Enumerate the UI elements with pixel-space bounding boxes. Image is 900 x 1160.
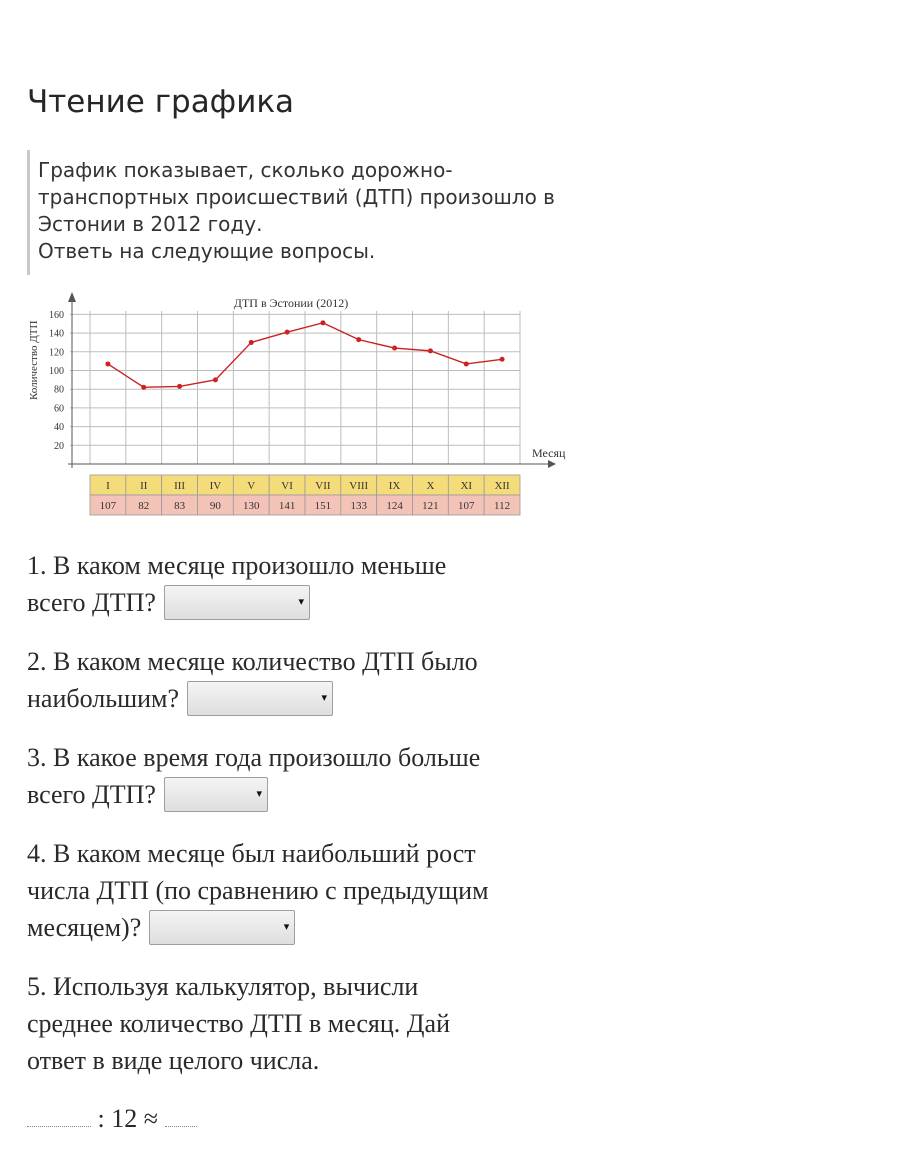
chevron-down-icon: ▾ [256,786,262,800]
y-tick-label: 80 [54,384,64,396]
month-table [90,475,520,515]
month-label: VI [281,480,293,492]
answer-select-1[interactable] [164,585,310,620]
data-point-VI [285,330,290,335]
page-title: Чтение графика [27,84,295,120]
month-label: I [106,480,110,492]
chevron-down-icon: ▾ [283,919,290,933]
month-label: IX [388,480,401,492]
data-point-X [428,348,433,353]
value-label: 141 [278,500,296,512]
month-label: IV [209,480,222,492]
data-point-XII [500,357,505,362]
data-point-I [105,361,110,366]
value-label: 121 [422,500,439,512]
question-text: В каком месяце количество ДТП было [53,647,478,676]
data-point-II [141,385,146,390]
month-label: X [426,480,435,492]
month-label: III [174,480,186,492]
chevron-down-icon: ▾ [298,594,304,608]
question-text: ответ в виде целого числа. [27,1046,320,1075]
month-label: II [140,480,148,492]
y-axis-label: Количество ДТП [28,320,40,400]
sum-input[interactable] [27,1106,91,1127]
y-tick-label: 120 [49,347,64,359]
month-label: V [247,480,256,492]
value-label: 112 [494,500,511,512]
question-text: В какое время года произошло больше [53,743,481,772]
question-4 [27,835,587,946]
data-point-IX [392,346,397,351]
question-text: В каком месяце произошло меньше [53,551,447,580]
question-text: всего ДТП? [27,780,156,809]
question-number: 4. [27,839,47,868]
month-label: VIII [349,480,369,492]
value-label: 133 [350,500,367,512]
data-point-III [177,384,182,389]
value-label: 107 [458,500,475,512]
value-label: 130 [243,500,260,512]
data-point-XI [464,361,469,366]
month-label: XI [460,480,473,492]
data-point-VIII [356,337,361,342]
chevron-down-icon: ▾ [321,690,328,704]
intro-blockquote [27,150,587,275]
accidents-chart [26,292,586,524]
question-1 [27,547,587,621]
answer-select-3[interactable] [164,777,268,812]
question-number: 1. [27,551,47,580]
data-point-IV [213,377,218,382]
question-5 [27,968,587,1079]
answer-select-2[interactable] [187,681,333,716]
question-text: всего ДТП? [27,588,156,617]
average-formula [27,1100,197,1137]
question-text: среднее количество ДТП в месяц. Дай [27,1009,450,1038]
y-axis-arrow [68,292,76,302]
question-text: наибольшим? [27,684,180,713]
y-tick-label: 60 [54,403,64,415]
data-point-V [249,340,254,345]
y-tick-label: 100 [49,366,64,377]
average-input[interactable] [165,1106,197,1127]
month-label: XII [494,480,510,492]
value-label: 124 [386,500,403,512]
value-label: 151 [314,500,332,512]
data-point-VII [320,320,325,325]
intro-text: График показывает, сколько дорожно-транспортных происшествий (ДТП) произошло в Эстонии в 2012 году. [38,158,555,236]
question-text: Используя калькулятор, вычисли [53,972,419,1001]
formula-divider: : 12 ≈ [97,1104,158,1133]
intro-instruction: Ответь на следующие вопросы. [38,239,376,263]
y-tick-labels [49,310,64,452]
value-label: 82 [138,500,150,512]
y-tick-label: 40 [54,422,64,434]
x-axis-arrow [548,460,556,468]
question-3 [27,739,587,813]
question-text: В каком месяце был наибольший рост [53,839,476,868]
y-tick-label: 20 [54,440,64,452]
value-label: 83 [174,500,186,512]
x-axis-label: Месяц [532,446,566,460]
question-text: числа ДТП (по сравнению с предыдущим [27,876,489,905]
chart-title: ДТП в Эстонии (2012) [233,296,349,310]
value-label: 90 [209,500,221,512]
question-number: 5. [27,972,47,1001]
y-tick-label: 160 [49,309,64,321]
question-number: 3. [27,743,47,772]
value-label: 107 [99,500,117,512]
question-2 [27,643,587,717]
month-label: VII [315,480,331,492]
answer-select-4[interactable] [149,910,295,945]
question-number: 2. [27,647,47,676]
y-tick-label: 140 [49,328,64,340]
question-text: месяцем)? [27,913,142,942]
chart-grid [70,311,520,464]
